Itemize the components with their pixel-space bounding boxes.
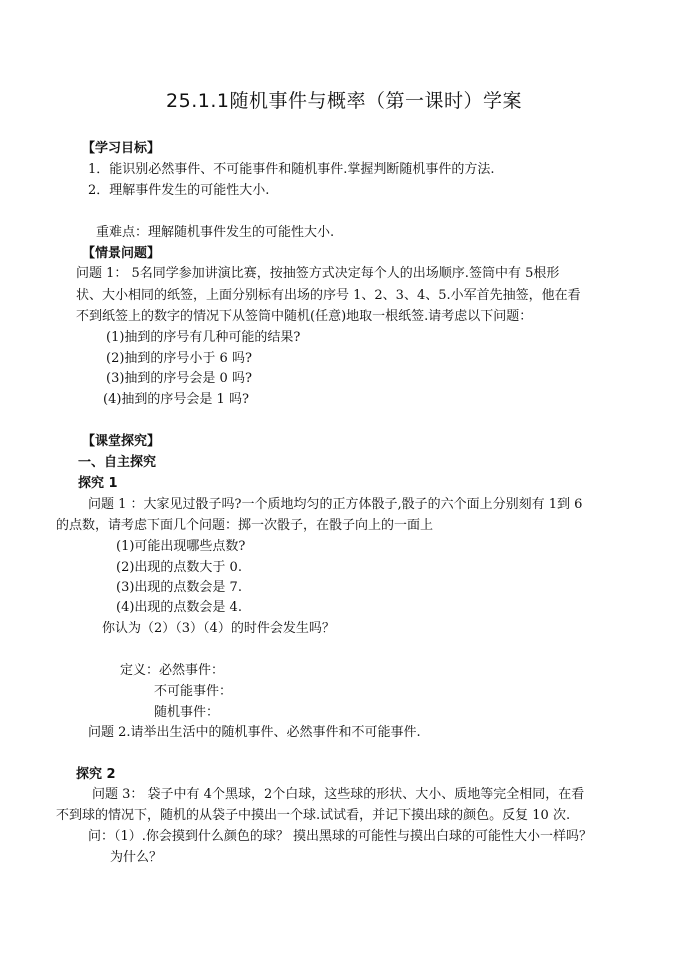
scenario-question-3: (3)抽到的序号会是 0 吗?: [106, 371, 252, 386]
page-title: 25.1.1随机事件与概率（第一课时）学案: [166, 90, 522, 112]
definition-impossible: 不可能事件：: [154, 684, 233, 699]
explore-section-1: 一、自主探究: [78, 455, 157, 470]
explore-heading: 【课堂探究】: [82, 434, 161, 449]
scenario-question-1: (1)抽到的序号有几种可能的结果?: [106, 330, 301, 345]
problem-2: 问题 2.请举出生活中的随机事件、必然事件和不可能事件.: [88, 725, 421, 740]
explore-2-line-2: 不到球的情况下，随机的从袋子中摸出一个球.试试看，并记下摸出球的颜色。反复 10 次.: [56, 808, 571, 823]
goal-item-1: 1．能识别必然事件、不可能事件和随机事件.掌握判断随机事件的方法.: [88, 162, 495, 177]
scenario-question-4: (4)抽到的序号会是 1 吗?: [103, 392, 249, 407]
goal-item-2: 2．理解事件发生的可能性大小.: [88, 183, 270, 198]
explore-1-ask: 你认为（2）（3）（4）的时件会发生吗？: [102, 621, 335, 636]
explore-1-label: 探究 1: [78, 476, 118, 491]
explore-1-question-2: (2)出现的点数大于 0.: [116, 560, 242, 575]
explore-2-question-line-2: 为什么？: [110, 850, 163, 865]
definition-label: 定义：必然事件：: [120, 663, 225, 678]
explore-1-question-3: (3)出现的点数会是 7.: [116, 580, 242, 595]
explore-2-line-1: 问题 3： 袋子中有 4个黑球，2个白球，这些球的形状、大小、质地等完全相同，在看: [92, 787, 585, 802]
definition-random: 随机事件：: [154, 705, 220, 720]
scenario-line-1: 问题 1： 5名同学参加讲演比赛，按抽签方式决定每个人的出场顺序.签筒中有 5根形: [76, 266, 560, 281]
goals-heading: 【学习目标】: [82, 141, 161, 156]
scenario-heading: 【情景问题】: [82, 246, 161, 261]
explore-1-question-1: (1)可能出现哪些点数?: [116, 539, 246, 554]
scenario-question-2: (2)抽到的序号小于 6 吗?: [106, 351, 252, 366]
explore-1-question-4: (4)出现的点数会是 4.: [116, 600, 242, 615]
scenario-line-3: 不到纸签上的数字的情况下从签筒中随机(任意)地取一根纸签.请考虑以下问题：: [76, 309, 533, 324]
key-point: 重难点：理解随机事件发生的可能性大小.: [96, 225, 335, 240]
scenario-line-2: 状、大小相同的纸签，上面分别标有出场的序号 1、2、3、4、5.小军首先抽签，他在看: [76, 288, 581, 303]
explore-2-question-line-1: 问：（1）.你会摸到什么颜色的球？ 摸出黑球的可能性与摸出白球的可能性大小一样吗？: [88, 829, 593, 844]
explore-2-label: 探究 2: [76, 767, 116, 782]
explore-1-line-1: 问题 1 ：大家见过骰子吗?一个质地均匀的正方体骰子,骰子的六个面上分别刻有 1到 6: [88, 497, 583, 512]
explore-1-line-2: 的点数，请考虑下面几个问题：掷一次骰子，在骰子向上的一面上: [56, 518, 434, 533]
